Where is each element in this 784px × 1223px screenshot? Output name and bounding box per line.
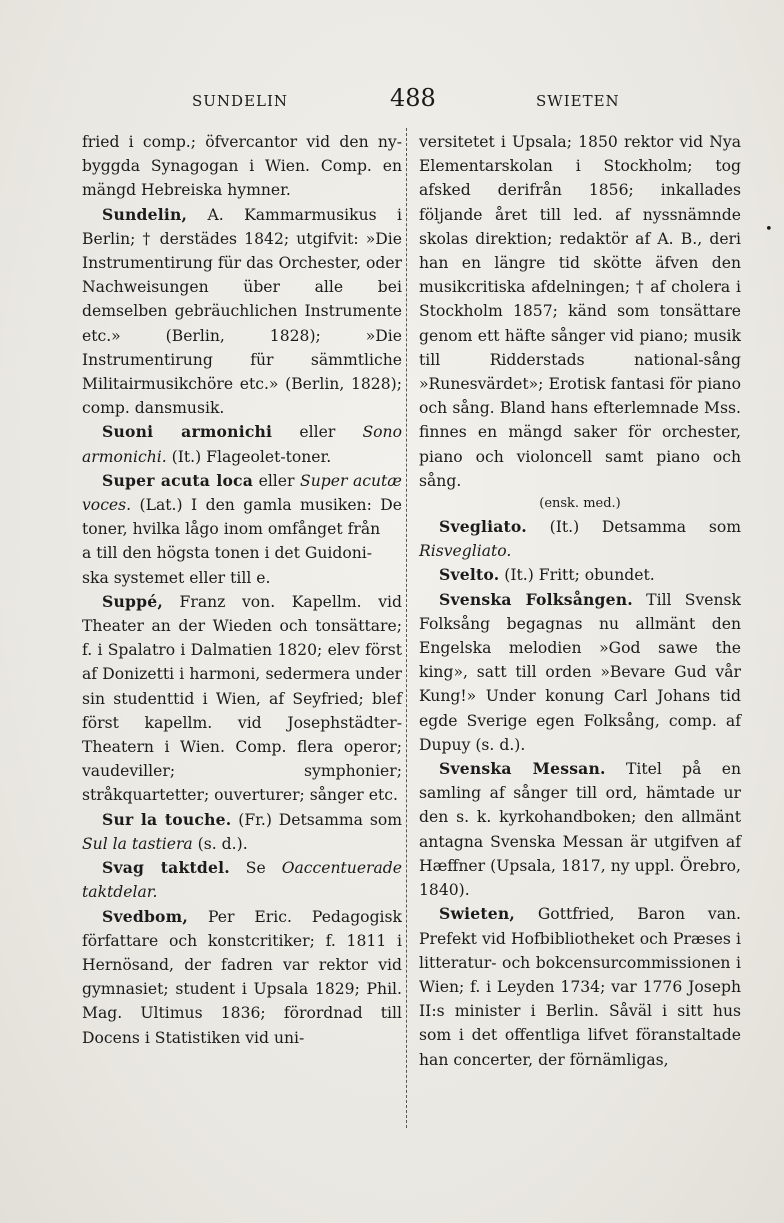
- entry-svegliato: [419, 515, 741, 563]
- entry-headword: Sur la touche.: [102, 809, 232, 829]
- entry-sundelin: [82, 203, 402, 421]
- entry-text: Per Eric. Pedagogisk författare och konstcritiker; f. 1811 i Hernösand, der fadren var rektor vid gymnasiet; student i Upsala 1829; Phil. Mag. Ultimus 1836; förordnad till Docens i Statistiken vid uni-: [82, 907, 402, 1047]
- entry-svenska-folksangen: [419, 588, 741, 757]
- entry-headword: Svag taktdel.: [102, 858, 230, 878]
- entry-headword: Svenska Folksången.: [439, 589, 633, 609]
- column-divider: [406, 128, 407, 1128]
- entry-headword: Swieten,: [439, 904, 516, 924]
- right-column: [419, 130, 741, 1072]
- entry-text: A. Kammarmusikus i Berlin; † derstädes 1842; utgifvit: »Die Instrumentirung für das Orchester, oder Nachweisungen über alle bei demselben gebräuchlichen Instrumente etc.» (Berlin, 1828); »Die Instrumentirung für sämmtliche Militairmusikchöre etc.» (Berlin, 1828); comp. dansmusik.: [82, 205, 402, 418]
- entry-svenska-messan: [419, 757, 741, 902]
- continued-paragraph: fried i comp.; öfvercantor vid den ny-byggda Synagogan i Wien. Comp. en mängd Hebreiska hymner.: [82, 133, 402, 200]
- entry-text: (s. d.).: [192, 834, 248, 853]
- entry-svag-taktdel: [82, 856, 402, 904]
- entry-italic: Oaccentuerade taktdelar.: [82, 859, 403, 902]
- entry-text: (Fr.) Detsamma som: [231, 810, 403, 829]
- entry-italic: Risvegliato.: [419, 542, 512, 561]
- entry-suppe: [82, 590, 402, 808]
- entry-headword: Svelto.: [439, 565, 500, 585]
- entry-swieten: [419, 902, 741, 1071]
- left-column: [82, 130, 402, 1050]
- entry-text: (It.) Flageolet-toner.: [166, 447, 332, 466]
- entry-text: (Lat.) I den gamla musiken: De toner, hvilka lågo inom omfånget från: [82, 496, 402, 539]
- entry-text: Se: [229, 859, 282, 878]
- entry-text: Gottfried, Baron van. Prefekt vid Hofbibliotheket och Præses i litteratur- och bokcensurcommissionen i Wien; f. i Leyden 1734; var 1776 Joseph II:s minister i Berlin. Såväl i sitt hus som i det offentliga lifvet föranstaltade han concerter, der förnämligas,: [419, 905, 741, 1069]
- entry-headword: Svegliato.: [439, 517, 527, 537]
- entry-suoni-armonichi: [82, 420, 402, 468]
- entry-italic: Sul la tastiera: [82, 834, 193, 853]
- entry-text: Franz von. Kapellm. vid Theater an der Wieden och tonsättare; f. i Spalatro i Dalmatien 1820; elev först af Donizetti i harmoni, sedermera under sin studenttid i Wien, af Seyfried; blef först kapellm. vid Josephstädter-Theatern i Wien. Comp. flera operor; vaudeviller; symphonier; stråkquartetter; ouverturer; sånger etc.: [82, 592, 402, 805]
- continued-paragraph: versitetet i Upsala; 1850 rektor vid Nya Elementarskolan i Stockholm; tog afsked derifrån 1856; inkallades följande året till led. af nyssnämnde skolas direktion; redaktör af A. B., deri han en längre tid skötte äfven den musikcritiska afdelningen; † af cholera i Stockholm 1857; känd som tonsättare genom ett häfte sånger vid piano; musik till Ridderstads national-sång »Runesvärdet»; Erotisk fantasi för piano och sång. Bland hans efterlemnade Mss. finnes en mängd saker för orchester, piano och violoncell samt piano och sång.: [419, 133, 741, 490]
- entry-text: Titel på en samling af sånger till ord, hämtade ur den s. k. kyrkohandboken; den allmänt antagna Svenska Messan är utgifven af Hæffner (Upsala, 1817, ny uppl. Örebro, 1840).: [419, 760, 741, 900]
- entry-text: (It.) Fritt; obundet.: [499, 566, 655, 585]
- entry-headword: Suoni armonichi: [102, 422, 273, 442]
- entry-text: Till Svensk Folksång begagnas nu allmänt den Engelska melodien »God sawe the king», satt till orden »Bevare Gud vår Kung!» Under konung Carl Johans tid egde Sverige egen Folksång, comp. af Dupuy (s. d.).: [419, 590, 741, 754]
- entry-text: eller: [253, 471, 301, 490]
- entry-headword: Svedbom,: [102, 906, 188, 926]
- author-signature: (ensk. med.): [539, 496, 621, 512]
- entry-headword: Sundelin,: [102, 204, 188, 224]
- entry-italic: Super acutæ voces.: [82, 471, 402, 515]
- entry-sur-la-touche: [82, 808, 402, 856]
- entry-svelto: [419, 563, 741, 587]
- entry-line: ska systemet eller till e.: [82, 568, 271, 587]
- entry-headword: Super acuta loca: [102, 470, 254, 490]
- header-left-word: SUNDELIN: [192, 92, 289, 110]
- page-number: 488: [390, 84, 436, 112]
- entry-italic: Sono armonichi.: [82, 423, 402, 466]
- entry-text: eller: [272, 423, 363, 442]
- entry-headword: Suppé,: [102, 591, 163, 611]
- header-right-word: SWIETEN: [536, 92, 620, 110]
- entry-svedbom: [82, 905, 402, 1050]
- entry-headword: Svenska Messan.: [439, 759, 606, 779]
- running-header: [80, 84, 744, 118]
- entry-super-acuta-loca: [82, 469, 402, 542]
- margin-dot: •: [765, 222, 773, 237]
- entry-line: a till den högsta tonen i det Guidoni-: [82, 544, 373, 563]
- entry-text: (It.) Detsamma som: [526, 518, 741, 537]
